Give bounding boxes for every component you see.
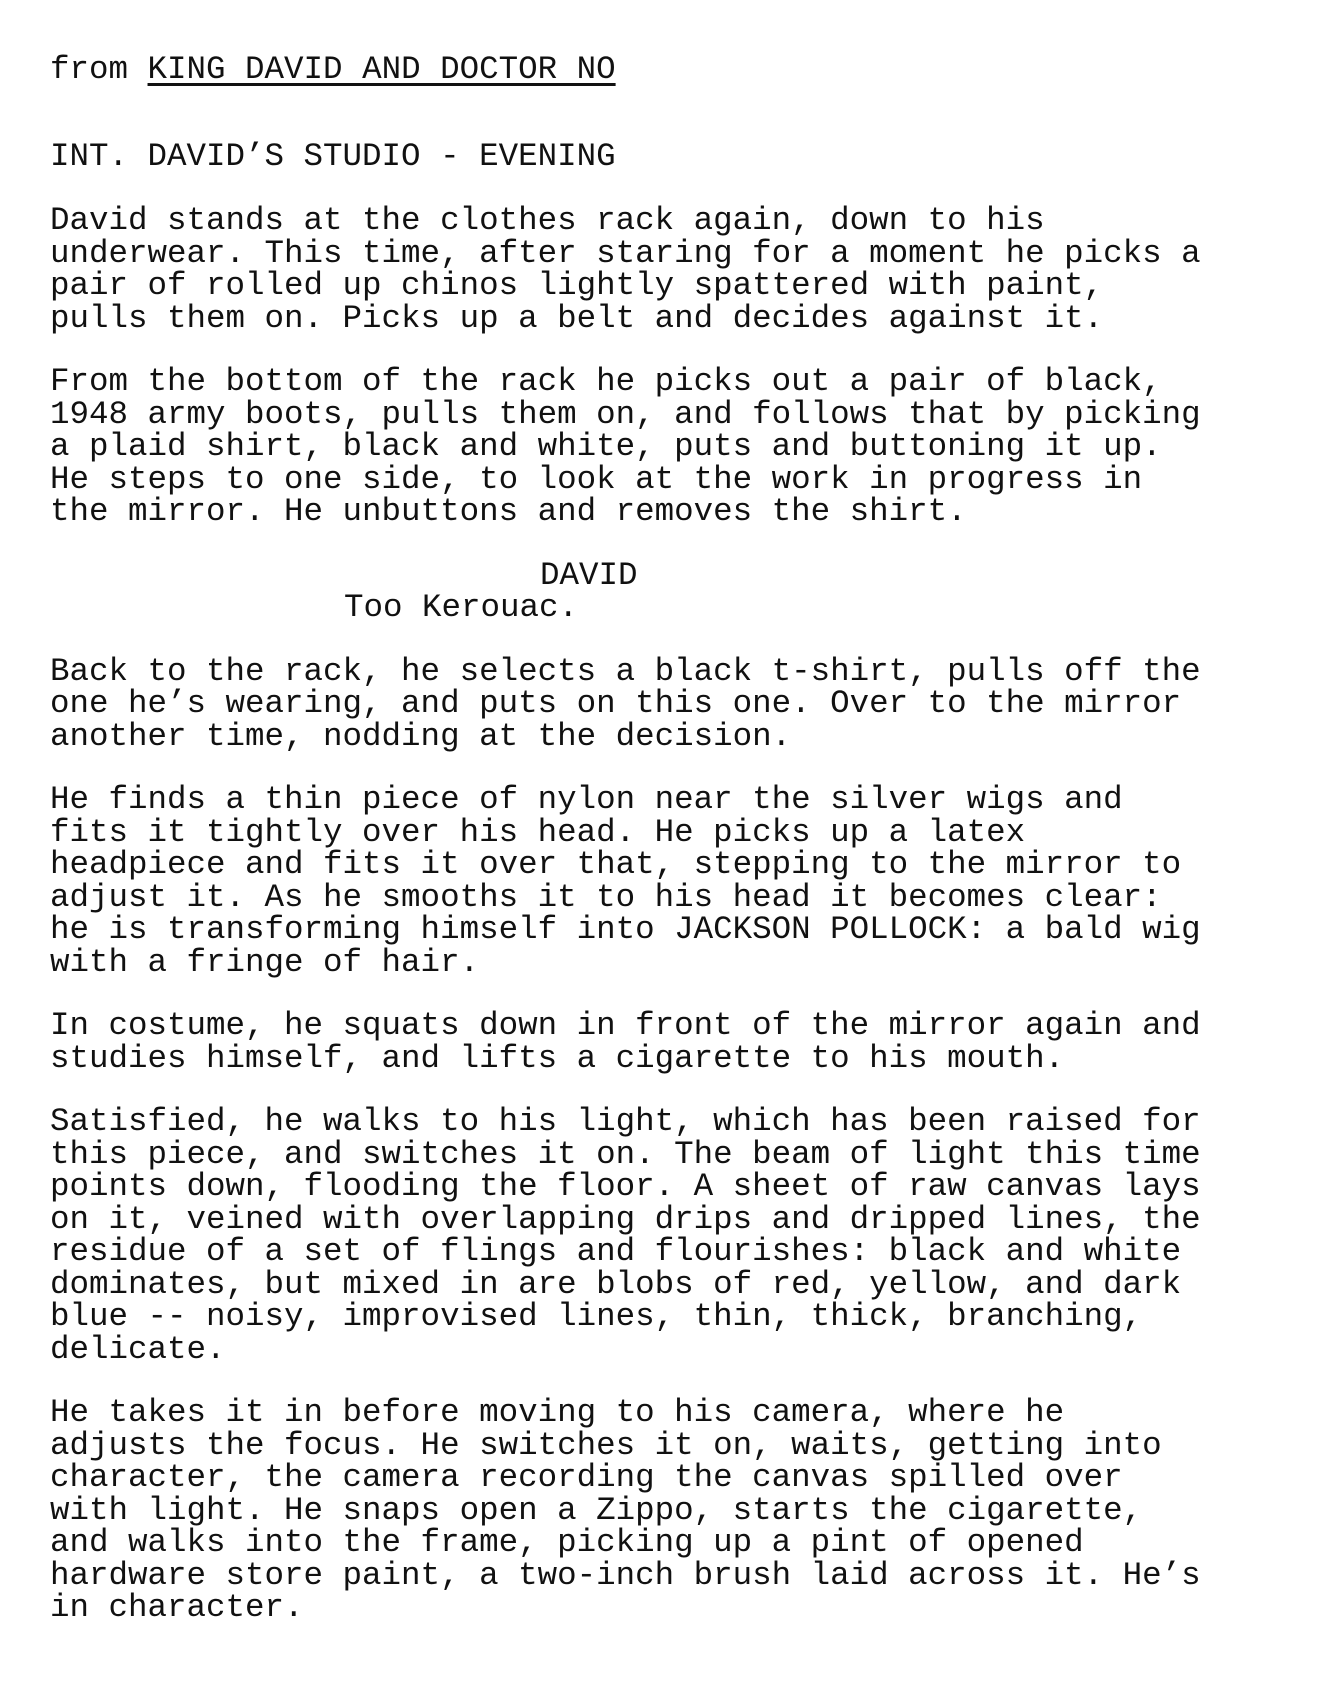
action-line: adjusts the focus. He switches it on, waits, getting into [50, 1426, 1162, 1464]
action-line: blue -- noisy, improvised lines, thin, thick, branching, [50, 1298, 1143, 1335]
action-line: fits it tightly over his head. He picks up a latex [50, 813, 1026, 851]
action-line: Back to the rack, he selects a black t-shirt, pulls off the [50, 652, 1201, 690]
action-paragraph-5 [50, 1007, 1310, 1077]
action-line: one he’s wearing, and puts on this one. Over to the mirror [50, 685, 1182, 722]
source-line [50, 51, 1310, 88]
screenplay-page [50, 51, 1310, 1656]
action-paragraph-4 [50, 781, 1310, 981]
action-line: the mirror. He unbuttons and removes the shirt. [50, 493, 967, 530]
source-title: KING DAVID AND DOCTOR NO [147, 51, 616, 88]
action-line: underwear. This time, after staring for a moment he picks a [50, 234, 1201, 272]
source-prefix: from [50, 51, 148, 88]
action-line: From the bottom of the rack he picks out a pair of black, [50, 363, 1162, 400]
scene-heading: INT. DAVID’S STUDIO - EVENING [50, 137, 616, 175]
action-paragraph-6 [50, 1103, 1310, 1368]
action-line: 1948 army boots, pulls them on, and follows that by picking [50, 395, 1201, 433]
action-line: He steps to one side, to look at the work in progress in [50, 460, 1143, 498]
action-line: headpiece and fits it over that, stepping to the mirror to [50, 846, 1182, 883]
action-line: character, the camera recording the canvas spilled over [50, 1459, 1123, 1496]
character-name: DAVID [540, 556, 638, 594]
action-line: he is transforming himself into JACKSON POLLOCK: a bald wig [50, 911, 1201, 948]
action-line: He takes it in before moving to his camera, where he [50, 1394, 1065, 1431]
action-paragraph-1 [50, 202, 1310, 337]
action-line: David stands at the clothes rack again, down to his [50, 202, 1045, 239]
action-line: He finds a thin piece of nylon near the silver wigs and [50, 781, 1123, 818]
action-line: Satisfied, he walks to his light, which has been raised for [50, 1103, 1201, 1140]
action-line: adjust it. As he smooths it to his head it becomes clear: [50, 878, 1162, 916]
action-line: pulls them on. Picks up a belt and decides against it. [50, 299, 1104, 337]
action-line: studies himself, and lifts a cigarette to his mouth. [50, 1039, 1065, 1077]
action-line: this piece, and switches it on. The beam of light this time [50, 1135, 1201, 1173]
action-paragraph-7 [50, 1394, 1310, 1626]
action-line: pair of rolled up chinos lightly spattered with paint, [50, 267, 1104, 304]
action-line: with a fringe of hair. [50, 943, 480, 981]
action-paragraph-2 [50, 363, 1310, 530]
dialogue-line: Too Kerouac. [344, 589, 579, 626]
action-line: another time, nodding at the decision. [50, 717, 792, 755]
action-line: In costume, he squats down in front of the mirror again and [50, 1007, 1201, 1044]
action-line: in character. [50, 1589, 304, 1626]
action-paragraph-3 [50, 652, 1310, 755]
action-line: points down, flooding the floor. A sheet of raw canvas lays [50, 1168, 1201, 1205]
action-line: dominates, but mixed in are blobs of red, yellow, and dark [50, 1265, 1182, 1303]
action-line: with light. He snaps open a Zippo, starts the cigarette, [50, 1491, 1143, 1529]
action-line: a plaid shirt, black and white, puts and buttoning it up. [50, 428, 1162, 465]
action-line: hardware store paint, a two-inch brush laid across it. He’s [50, 1556, 1201, 1594]
action-line: on it, veined with overlapping drips and dripped lines, the [50, 1200, 1201, 1238]
action-line: delicate. [50, 1330, 226, 1368]
action-line: residue of a set of flings and flourishes: black and white [50, 1233, 1182, 1270]
action-line: and walks into the frame, picking up a pint of opened [50, 1524, 1084, 1561]
